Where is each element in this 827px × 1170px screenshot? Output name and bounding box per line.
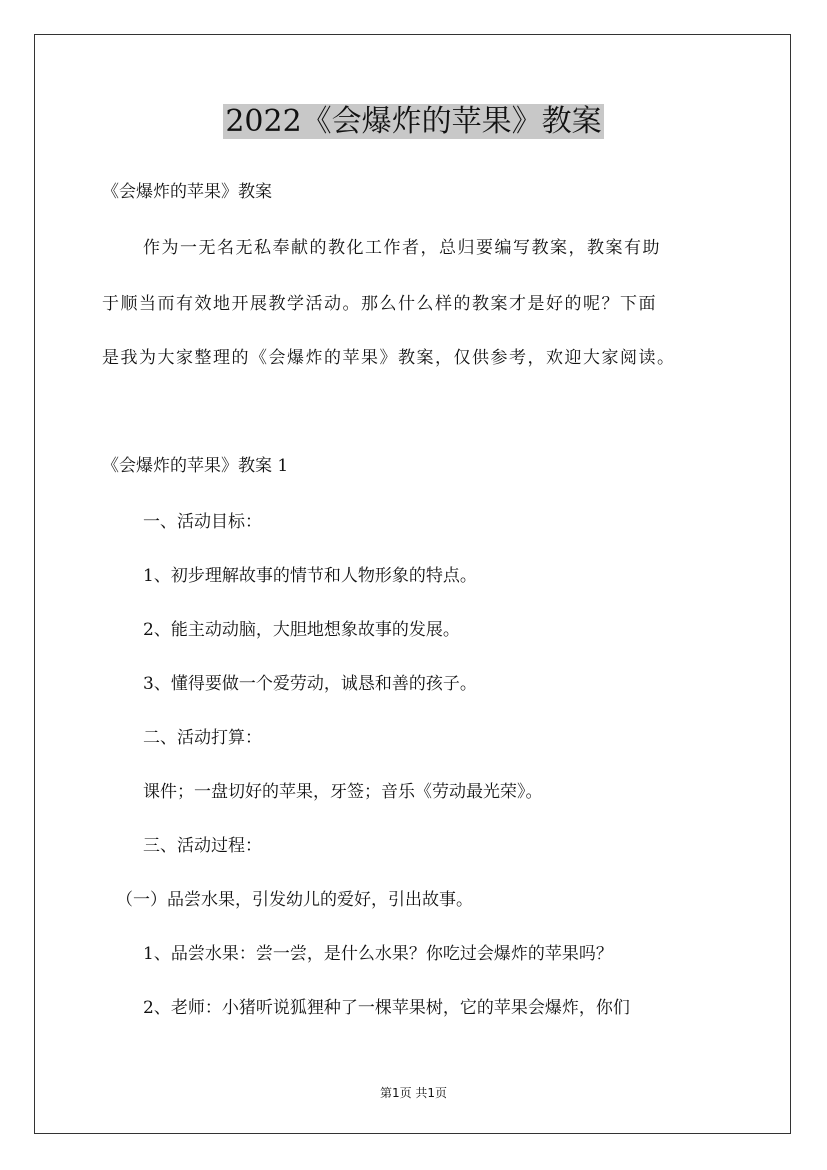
intro-line-1: 作为一无名无私奉献的教化工作者，总归要编写教案，教案有助 — [143, 238, 661, 258]
body-line-10: 2、老师：小猪听说狐狸种了一棵苹果树，它的苹果会爆炸，你们 — [143, 998, 630, 1018]
intro-line-3: 是我为大家整理的《会爆炸的苹果》教案，仅供参考，欢迎大家阅读。 — [102, 348, 676, 368]
body-line-5: 二、活动打算： — [143, 728, 262, 748]
body-line-4: 3、懂得要做一个爱劳动，诚恳和善的孩子。 — [143, 674, 477, 694]
document-subtitle: 《会爆炸的苹果》教案 — [102, 182, 272, 202]
document-title: 2022《会爆炸的苹果》教案 — [225, 104, 602, 139]
body-line-8: （一）品尝水果，引发幼儿的爱好，引出故事。 — [116, 890, 473, 910]
body-line-9: 1、品尝水果：尝一尝，是什么水果？你吃过会爆炸的苹果吗？ — [143, 944, 613, 964]
body-line-3: 2、能主动动脑，大胆地想象故事的发展。 — [143, 620, 460, 640]
document-title-wrap — [0, 100, 827, 144]
page-footer: 第1页 共1页 — [379, 1086, 448, 1100]
section-heading: 《会爆炸的苹果》教案 1 — [102, 456, 289, 476]
intro-line-2: 于顺当而有效地开展教学活动。那么什么样的教案才是好的呢？下面 — [102, 294, 657, 314]
body-line-2: 1、初步理解故事的情节和人物形象的特点。 — [143, 566, 477, 586]
body-line-6: 课件；一盘切好的苹果，牙签；音乐《劳动最光荣》。 — [143, 782, 543, 802]
body-line-7: 三、活动过程： — [143, 836, 262, 856]
body-line-1: 一、活动目标： — [143, 512, 262, 532]
